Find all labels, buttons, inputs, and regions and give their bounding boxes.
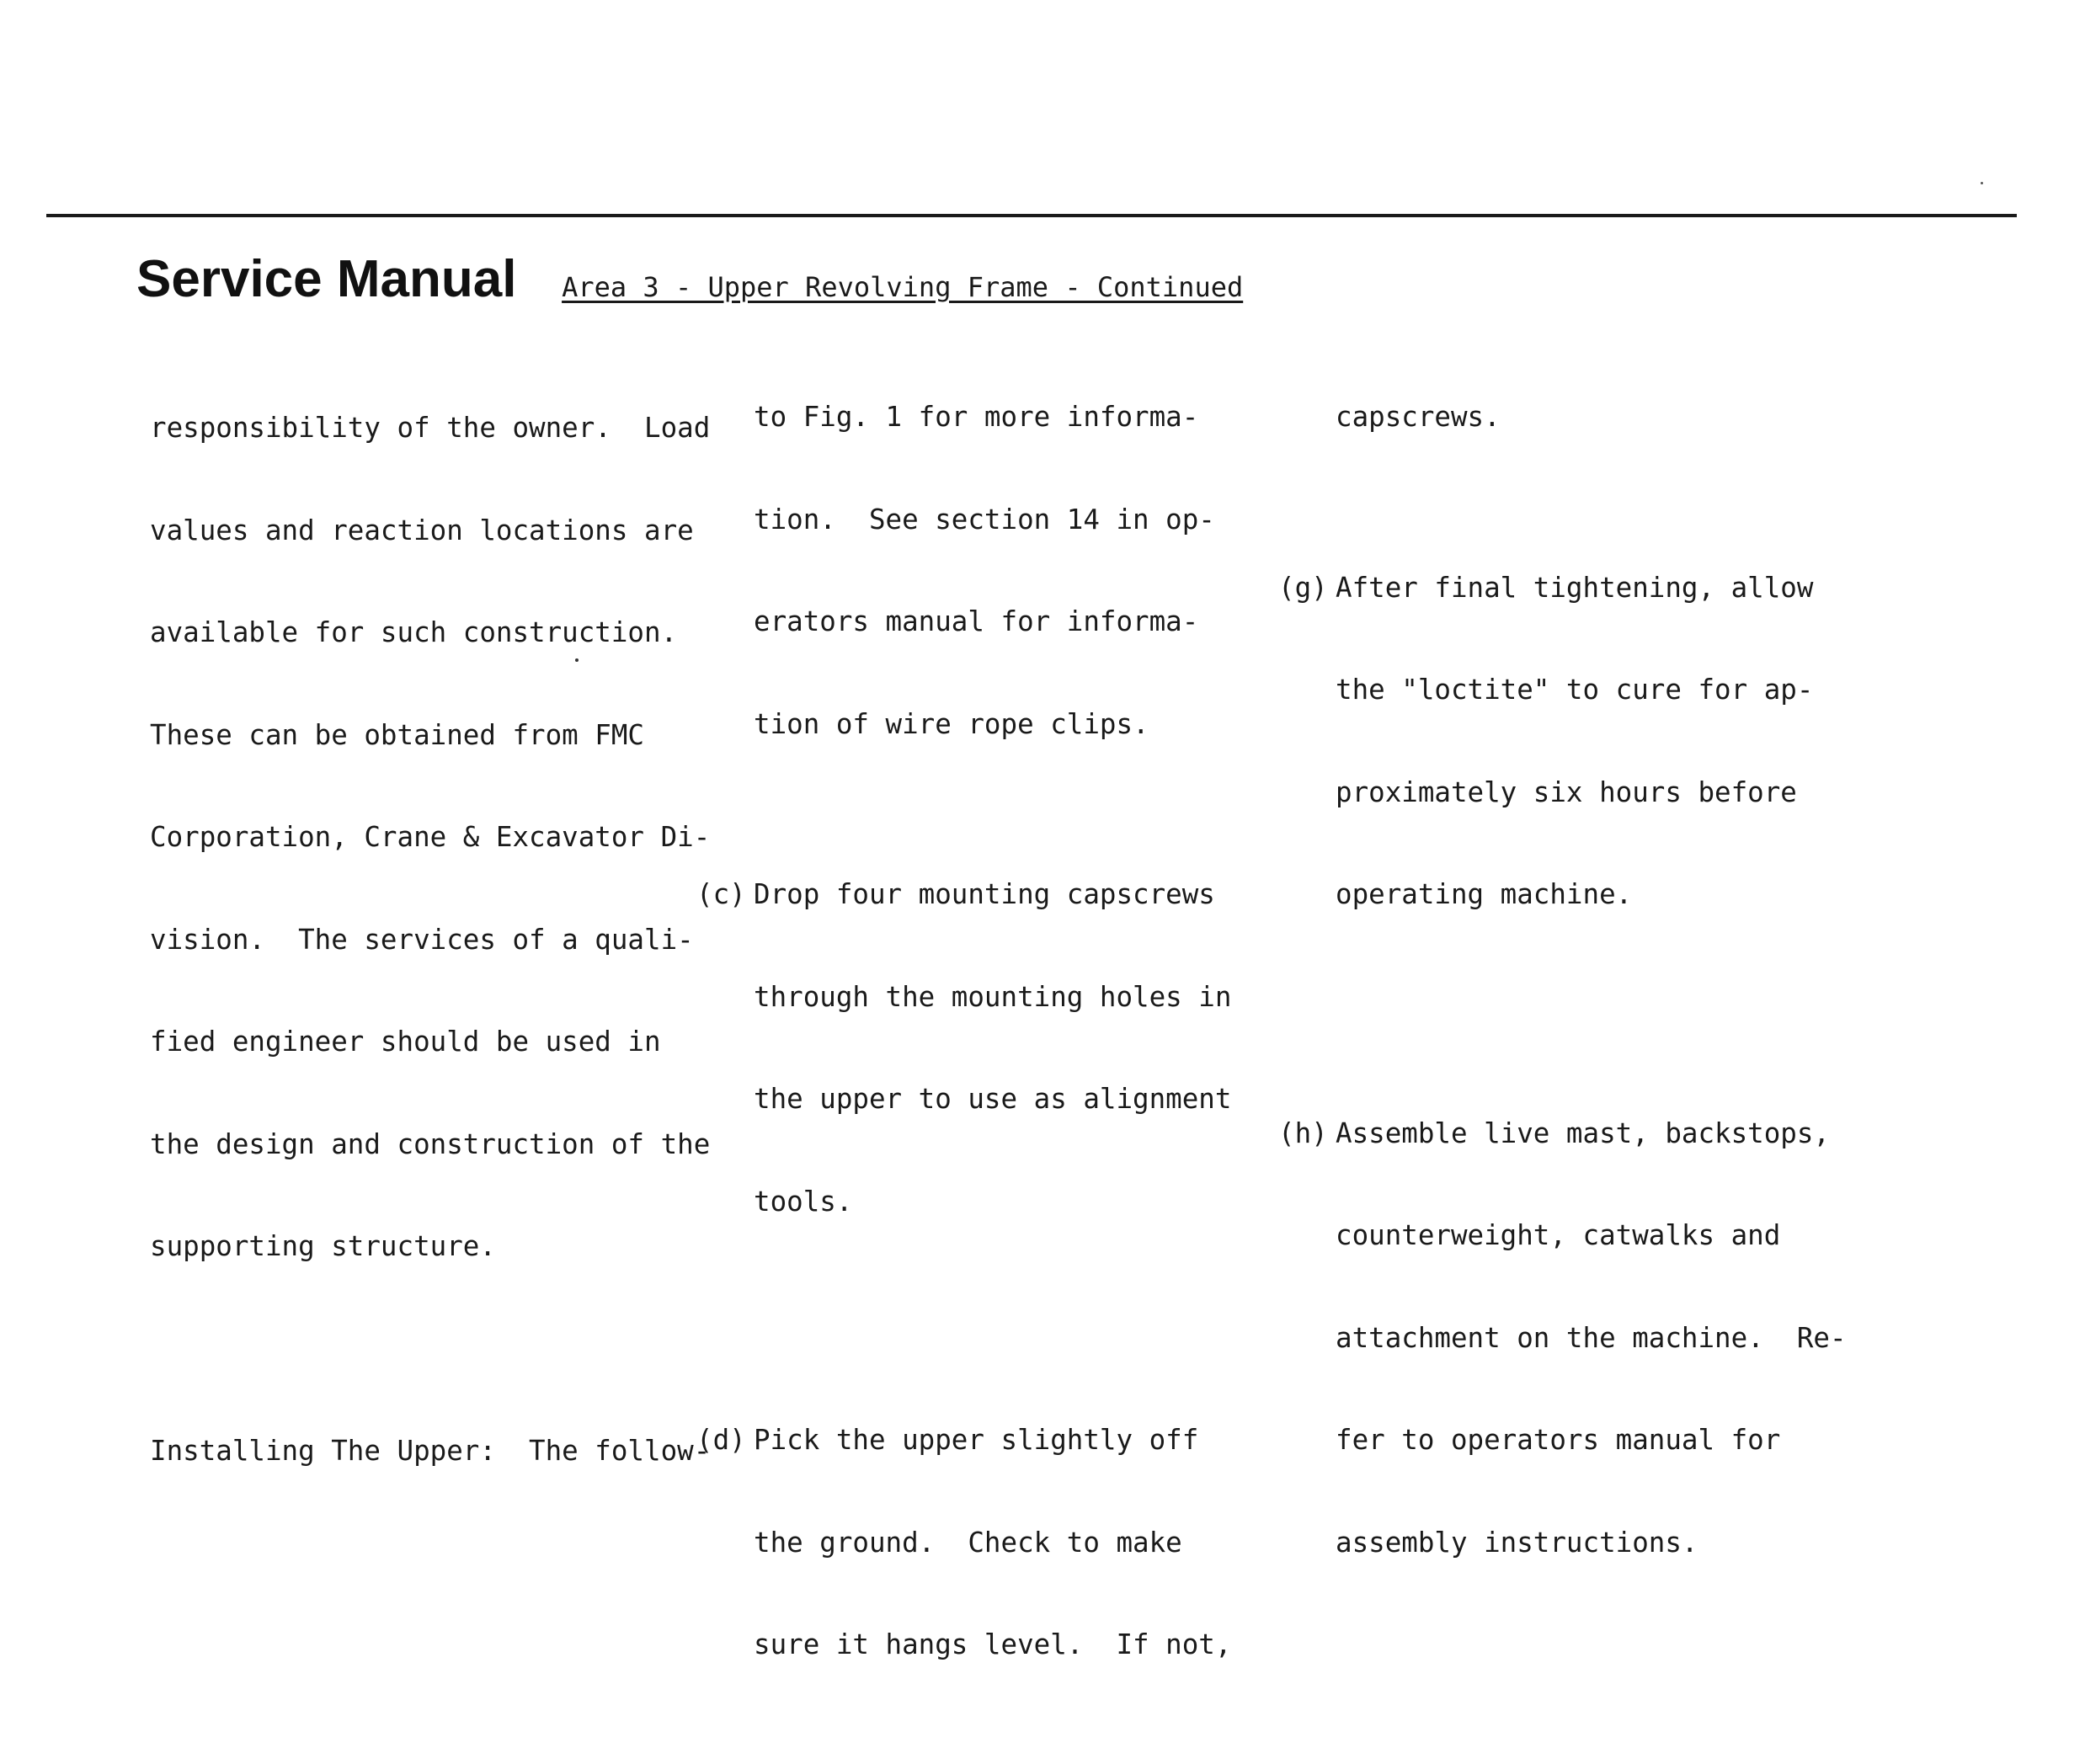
text-line: to Fig. 1 for more informa- bbox=[754, 401, 1199, 433]
text-line: the upper to use as alignment bbox=[754, 1083, 1232, 1115]
text-line: through the mounting holes in bbox=[754, 980, 1232, 1013]
item-label: (d) bbox=[696, 1424, 746, 1456]
page-header bbox=[136, 249, 1243, 309]
text-line: tools. bbox=[754, 1185, 853, 1218]
text-line: responsibility of the owner. Load bbox=[150, 412, 711, 444]
item-text: Assemble live mast, backstops, bbox=[1336, 1116, 1830, 1149]
text-line: proximately six hours before bbox=[1336, 775, 1797, 808]
text-column-1 bbox=[150, 343, 710, 1502]
text-column-2 bbox=[696, 332, 1232, 1764]
text-line bbox=[696, 1423, 1231, 1458]
text-line: operating machine. bbox=[1336, 878, 1633, 910]
list-item-d bbox=[696, 1355, 1232, 1730]
text-line: the "loctite" to cure for ap- bbox=[1336, 674, 1814, 706]
text-line: Corporation, Crane & Excavator Di- bbox=[150, 821, 711, 853]
item-label: (h) bbox=[1278, 1116, 1328, 1149]
text-line bbox=[696, 877, 1231, 912]
text-line: available for such construction. bbox=[150, 616, 678, 648]
list-item-h bbox=[1278, 1048, 1847, 1628]
paragraph-gap bbox=[150, 1332, 710, 1367]
item-text: Pick the upper slightly off bbox=[754, 1424, 1199, 1456]
scan-speck bbox=[1981, 182, 1983, 184]
text-line: tion of wire rope clips. bbox=[754, 707, 1149, 740]
text-line: the ground. Check to make bbox=[754, 1526, 1182, 1559]
text-line: capscrews. bbox=[1336, 401, 1501, 433]
text-line: the design and construction of the bbox=[150, 1127, 711, 1160]
text-line: These can be obtained from FMC bbox=[150, 718, 644, 751]
item-text: After final tightening, allow bbox=[1336, 571, 1814, 604]
text-column-3 bbox=[1278, 332, 1847, 1662]
text-line: fied engineer should be used in bbox=[150, 1026, 661, 1058]
list-item-g bbox=[1278, 503, 1847, 980]
text-line: attachment on the machine. Re- bbox=[1336, 1321, 1847, 1354]
text-line: erators manual for informa- bbox=[754, 605, 1199, 637]
text-line: vision. The services of a quali- bbox=[150, 923, 694, 956]
text-line: counterweight, catwalks and bbox=[1336, 1219, 1781, 1251]
item-text: Drop four mounting capscrews bbox=[754, 878, 1215, 910]
item-label: (c) bbox=[696, 878, 746, 910]
header-rule bbox=[46, 214, 2017, 217]
item-label: (g) bbox=[1278, 571, 1328, 604]
text-line: values and reaction locations are bbox=[150, 514, 694, 546]
subheading-line: Installing The Upper: The follow- bbox=[150, 1435, 711, 1467]
text-line: fer to operators manual for bbox=[1336, 1424, 1781, 1456]
section-title: Area 3 - Upper Revolving Frame - Continued bbox=[562, 271, 1244, 303]
scan-dot bbox=[575, 658, 579, 662]
text-line: sure it hangs level. If not, bbox=[754, 1628, 1232, 1660]
text-line bbox=[1278, 1116, 1847, 1151]
text-line: assembly instructions. bbox=[1336, 1526, 1698, 1559]
list-item-c bbox=[696, 809, 1232, 1287]
text-line: tion. See section 14 in op- bbox=[754, 503, 1215, 536]
brand-title: Service Manual bbox=[136, 250, 517, 308]
text-line: supporting structure. bbox=[150, 1230, 496, 1262]
text-line bbox=[1278, 571, 1847, 605]
